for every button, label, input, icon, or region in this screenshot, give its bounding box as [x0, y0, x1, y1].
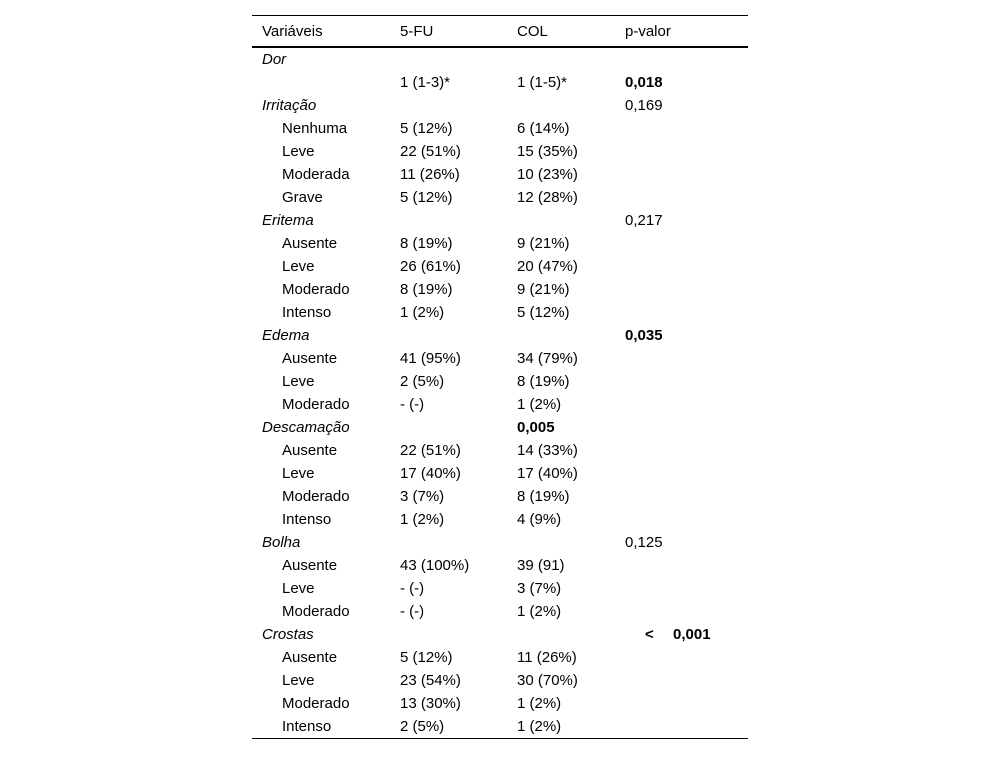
cell-p-value-extra: 0,001 [673, 626, 711, 643]
group-label: Dor [262, 51, 287, 68]
table-row [252, 554, 748, 577]
table-row [252, 485, 748, 508]
table-row [252, 232, 748, 255]
cell-col: 6 (14%) [517, 120, 570, 137]
table-group-row [252, 209, 748, 232]
table-row [252, 347, 748, 370]
row-label: Moderada [282, 166, 350, 183]
table-body [252, 48, 748, 738]
cell-col: 15 (35%) [517, 143, 578, 160]
cell-col: 30 (70%) [517, 672, 578, 689]
cell-p-value: 0,125 [625, 534, 663, 551]
table-row [252, 462, 748, 485]
table-row [252, 715, 748, 738]
row-label: Moderado [282, 695, 350, 712]
group-label: Edema [262, 327, 310, 344]
cell-5fu: 5 (12%) [400, 120, 453, 137]
cell-5fu: 3 (7%) [400, 488, 445, 505]
cell-5fu: 41 (95%) [400, 350, 461, 367]
row-label: Moderado [282, 488, 350, 505]
cell-5fu: 43 (100%) [400, 557, 470, 574]
row-label: Ausente [282, 442, 338, 459]
cell-col: 1 (2%) [517, 396, 562, 413]
table-row [252, 439, 748, 462]
cell-5fu: 22 (51%) [400, 143, 461, 160]
cell-col: 20 (47%) [517, 258, 578, 275]
cell-5fu: 23 (54%) [400, 672, 461, 689]
header-p-value: p-valor [625, 23, 671, 40]
row-label: Leve [282, 465, 315, 482]
group-label: Descamação [262, 419, 350, 436]
row-label: Leve [282, 373, 315, 390]
cell-5fu: 11 (26%) [400, 166, 460, 183]
cell-col: 14 (33%) [517, 442, 578, 459]
cell-col: 1 (1-5)* [517, 74, 568, 91]
cell-5fu: 22 (51%) [400, 442, 461, 459]
group-label: Irritação [262, 97, 317, 114]
cell-col: 8 (19%) [517, 373, 570, 390]
row-label: Intenso [282, 718, 332, 735]
cell-5fu: 2 (5%) [400, 373, 445, 390]
table-group-row [252, 531, 748, 554]
table-row [252, 577, 748, 600]
table-row [252, 140, 748, 163]
header-col: COL [517, 23, 548, 40]
table-row [252, 301, 748, 324]
group-label: Eritema [262, 212, 314, 229]
cell-5fu: - (-) [400, 396, 425, 413]
cell-5fu: 5 (12%) [400, 649, 453, 666]
row-label: Nenhuma [282, 120, 348, 137]
cell-col: 5 (12%) [517, 304, 570, 321]
table-row [252, 600, 748, 623]
cell-5fu: 2 (5%) [400, 718, 445, 735]
table-group-row [252, 48, 748, 71]
table-row [252, 71, 748, 94]
cell-5fu: 1 (2%) [400, 304, 445, 321]
table-row [252, 255, 748, 278]
table-row [252, 370, 748, 393]
row-label: Leve [282, 580, 315, 597]
cell-col: 0,005 [517, 419, 555, 436]
table-row [252, 692, 748, 715]
cell-5fu: 5 (12%) [400, 189, 453, 206]
row-label: Intenso [282, 511, 332, 528]
cell-5fu: - (-) [400, 603, 425, 620]
cell-5fu: 1 (1-3)* [400, 74, 451, 91]
cell-col: 8 (19%) [517, 488, 570, 505]
cell-p-value: 0,169 [625, 97, 663, 114]
cell-p-value: 0,018 [625, 74, 663, 91]
table-group-row [252, 416, 748, 439]
group-label: Crostas [262, 626, 314, 643]
table-row [252, 117, 748, 140]
row-label: Ausente [282, 350, 338, 367]
cell-col: 34 (79%) [517, 350, 578, 367]
cell-5fu: 13 (30%) [400, 695, 461, 712]
table-group-row [252, 94, 748, 117]
cell-col: 39 (91) [517, 557, 565, 574]
row-label: Moderado [282, 281, 350, 298]
cell-col: 9 (21%) [517, 235, 570, 252]
table-row [252, 163, 748, 186]
row-label: Ausente [282, 235, 338, 252]
table-row [252, 646, 748, 669]
results-table [252, 15, 748, 739]
row-label: Ausente [282, 649, 338, 666]
table-row [252, 669, 748, 692]
cell-col: 1 (2%) [517, 603, 562, 620]
group-label: Bolha [262, 534, 301, 551]
header-variable: Variáveis [262, 23, 323, 40]
cell-5fu: 17 (40%) [400, 465, 461, 482]
table-row [252, 393, 748, 416]
row-label: Leve [282, 143, 315, 160]
table-row [252, 278, 748, 301]
cell-p-value: 0,035 [625, 327, 663, 344]
cell-col: 11 (26%) [517, 649, 577, 666]
row-label: Leve [282, 672, 315, 689]
cell-col: 3 (7%) [517, 580, 562, 597]
cell-col: 4 (9%) [517, 511, 562, 528]
table-row [252, 186, 748, 209]
cell-p-value: 0,217 [625, 212, 663, 229]
cell-col: 1 (2%) [517, 718, 562, 735]
cell-col: 10 (23%) [517, 166, 578, 183]
cell-p-less-than: < [645, 626, 654, 643]
cell-5fu: 8 (19%) [400, 281, 453, 298]
row-label: Ausente [282, 557, 338, 574]
cell-5fu: 26 (61%) [400, 258, 461, 275]
row-label: Grave [282, 189, 323, 206]
cell-5fu: 8 (19%) [400, 235, 453, 252]
row-label: Moderado [282, 396, 350, 413]
table-group-row [252, 623, 748, 646]
table-row [252, 508, 748, 531]
row-label: Leve [282, 258, 315, 275]
table-header-row [252, 16, 748, 48]
row-label: Intenso [282, 304, 332, 321]
cell-col: 17 (40%) [517, 465, 578, 482]
cell-5fu: 1 (2%) [400, 511, 445, 528]
cell-col: 9 (21%) [517, 281, 570, 298]
cell-col: 1 (2%) [517, 695, 562, 712]
table-group-row [252, 324, 748, 347]
header-5fu: 5-FU [400, 23, 434, 40]
cell-col: 12 (28%) [517, 189, 578, 206]
row-label: Moderado [282, 603, 350, 620]
cell-5fu: - (-) [400, 580, 425, 597]
